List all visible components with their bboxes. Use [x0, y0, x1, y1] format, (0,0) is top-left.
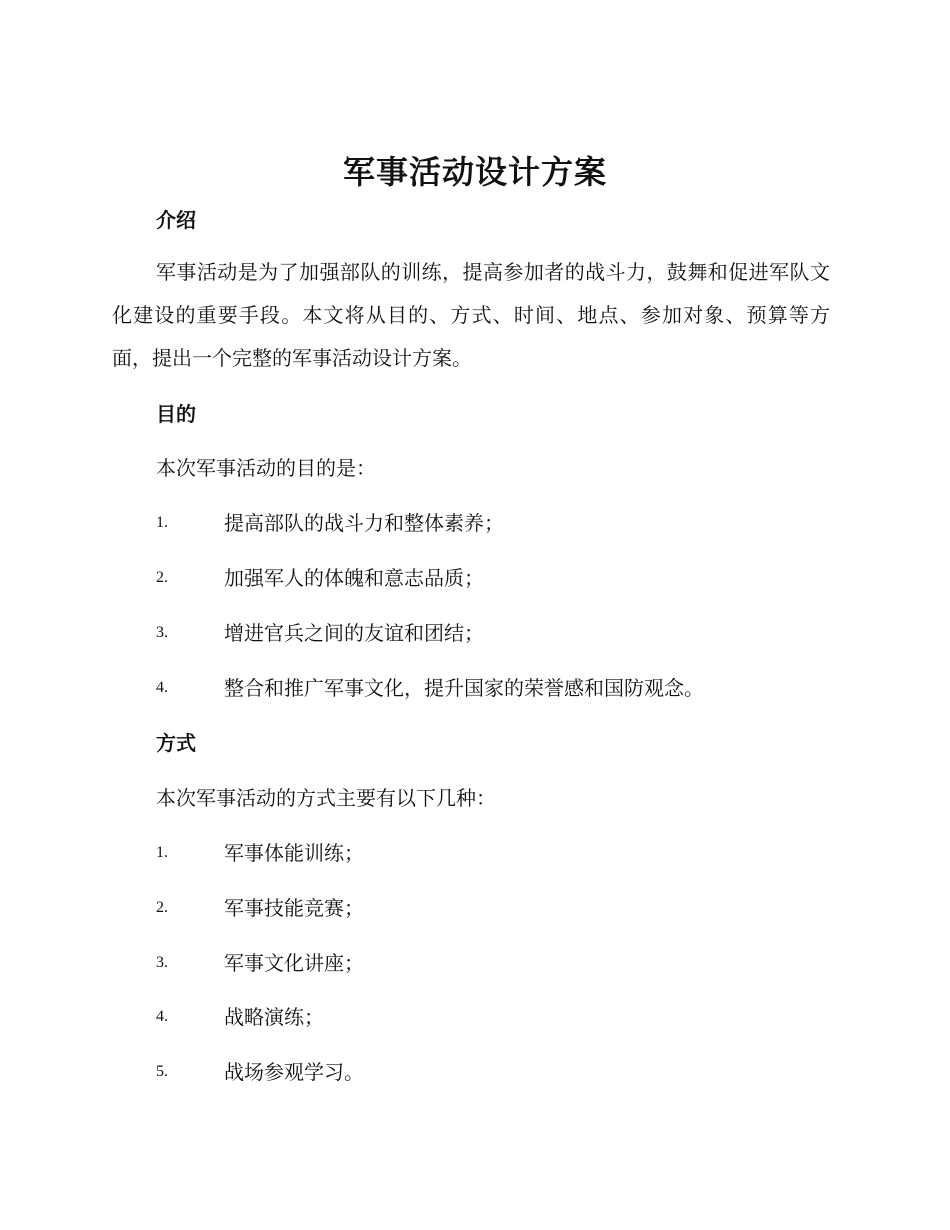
list-number: 3. [156, 954, 168, 971]
list-text: 战略演练； [224, 1005, 324, 1029]
list-text: 加强军人的体魄和意志品质； [224, 566, 484, 590]
list-number: 1. [156, 514, 168, 531]
purpose-lead-text: 本次军事活动的目的是： [156, 456, 376, 480]
document-title: 军事活动设计方案 [342, 153, 607, 191]
list-number: 2. [156, 569, 168, 586]
section-heading-purpose: 目的 [156, 402, 196, 426]
section-heading-methods: 方式 [156, 731, 196, 755]
list-number: 3. [156, 624, 168, 641]
section-heading-intro: 介绍 [156, 208, 196, 232]
list-text: 战场参观学习。 [224, 1060, 364, 1084]
list-text: 整合和推广军事文化，提升国家的荣誉感和国防观念。 [224, 676, 704, 700]
intro-paragraph: 军事活动是为了加强部队的训练，提高参加者的战斗力，鼓舞和促进军队文化建设的重要手段。本文将从目的、方式、时间、地点、参加对象、预算等方面，提出一个完整的军事活动设计方案。 [112, 260, 830, 370]
list-number: 5. [156, 1063, 168, 1080]
list-text: 增进官兵之间的友谊和团结； [224, 621, 484, 645]
methods-lead-text: 本次军事活动的方式主要有以下几种： [156, 786, 496, 810]
list-number: 1. [156, 844, 168, 861]
list-text: 军事技能竞赛； [224, 896, 364, 920]
list-text: 军事文化讲座； [224, 951, 364, 975]
list-number: 4. [156, 1008, 168, 1025]
list-text: 提高部队的战斗力和整体素养； [224, 511, 504, 535]
list-number: 4. [156, 679, 168, 696]
list-number: 2. [156, 899, 168, 916]
list-text: 军事体能训练； [224, 841, 364, 865]
